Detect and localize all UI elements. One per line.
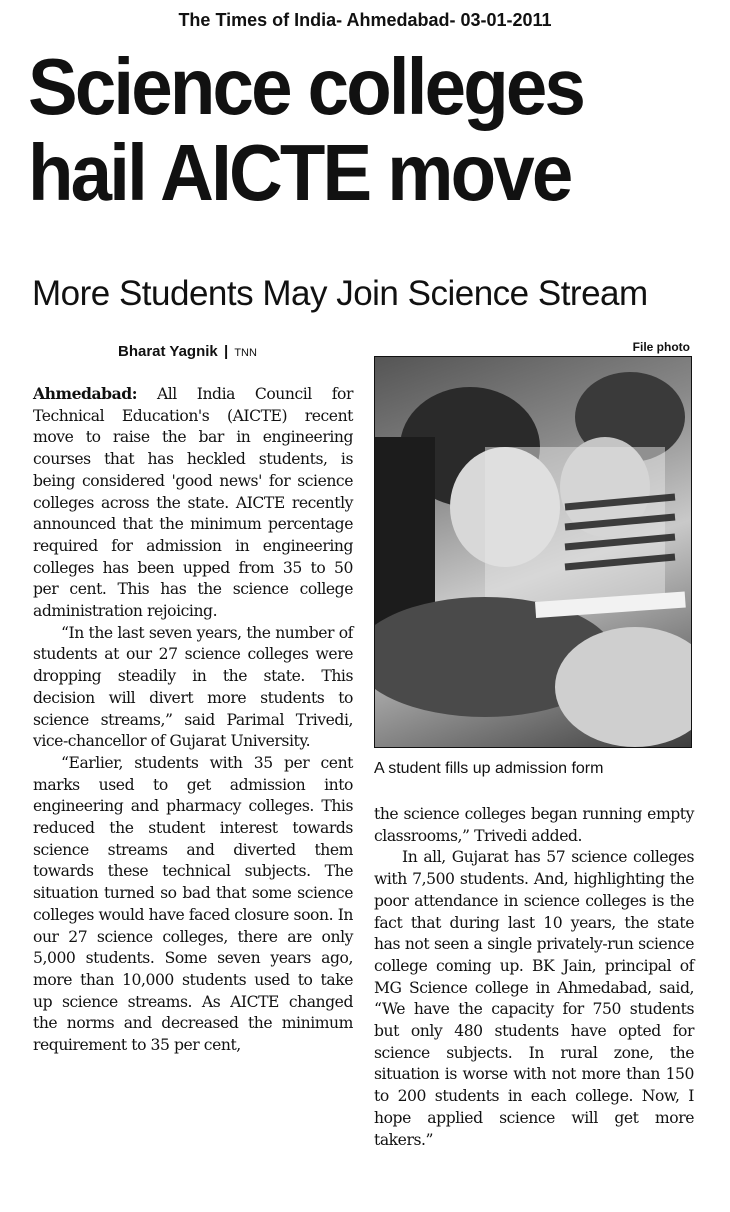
article-column-2 (374, 804, 694, 1151)
article-paragraph-3: “Earlier, students with 35 per cent marks used to get admission into engineering and pharmacy colleges. This reduced the student interest towards science streams and diverted them towards these technical subjects. The situation turned so bad that some science colleges would have faced closure soon. In our 27 science colleges, there are only 5,000 students. Some seven years ago, more than 10,000 students used to take up science streams. As AICTE changed the norms and decreased the minimum requirement to 35 per cent, (33, 753, 353, 1055)
headline-line-2: hail AICTE move (28, 128, 571, 217)
article-paragraph-4: the science colleges began running empty classrooms,” Trivedi added. (374, 805, 694, 845)
byline-separator: | (223, 343, 229, 360)
dateline: Ahmedabad: (33, 384, 138, 403)
photo-caption: A student fills up admission form (374, 760, 604, 777)
article-column-1 (33, 383, 353, 1057)
headline-line-1: Science colleges (28, 42, 584, 131)
article-photo (374, 356, 692, 748)
subheadline: More Students May Join Science Stream (32, 274, 648, 313)
photo-credit: File photo (632, 340, 690, 354)
byline (118, 343, 257, 360)
article-paragraph-5: In all, Gujarat has 57 science colleges with 7,500 students. And, highlighting the poor attendance in science colleges is the fact that during last 10 years, the state has not seen a single privately-run science college coming up. BK Jain, principal of MG Science college in Ahmedabad, said, “We have the capacity for 750 students but only 480 students have opted for science subjects. In rural zone, the situation is worse with not more than 150 to 200 students in each college. Now, I hope applied science will get more takers.” (374, 848, 694, 1149)
author-name: Bharat Yagnik (118, 343, 218, 360)
headline (28, 44, 660, 216)
article-paragraph-2: “In the last seven years, the number of students at our 27 science colleges were dropping steadily in the state. This decision will divert more students to science streams,” said Parimal Trivedi, vice-chancellor of Gujarat University. (33, 623, 353, 751)
paragraph-1-text: All India Council for Technical Education's (AICTE) recent move to raise the bar in engineering courses that has heckled students, is being considered 'good news' for science colleges across the state. AICTE recently announced that the minimum percentage required for admission in engineering colleges has been upped from 35 to 50 per cent. This has the science college administration rejoicing. (33, 385, 353, 621)
article-paragraph-1 (33, 383, 353, 623)
publication-source-line: The Times of India- Ahmedabad- 03-01-2011 (178, 10, 552, 30)
news-agency: TNN (234, 347, 257, 359)
students-photo-illustration (375, 357, 691, 747)
